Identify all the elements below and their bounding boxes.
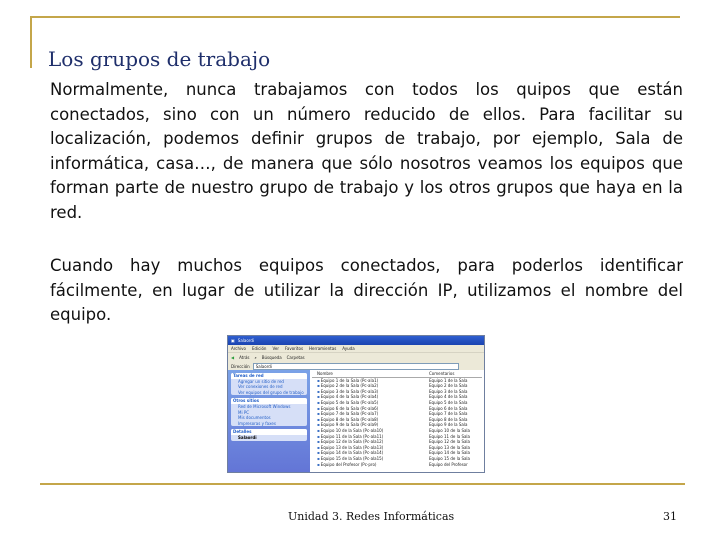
menu-item[interactable]: Favoritos bbox=[284, 345, 304, 351]
menu-item[interactable]: Ayuda bbox=[342, 345, 355, 351]
panel-link[interactable]: Agregar un sitio de red bbox=[238, 378, 284, 384]
computer-comment: Equipo 10 de la Sala bbox=[429, 427, 470, 433]
computer-list bbox=[310, 370, 484, 473]
address-field[interactable]: Salaordi bbox=[253, 363, 459, 371]
panel-link[interactable]: Mis documentos bbox=[238, 415, 271, 421]
computer-name: ▪ Equipo 8 de la Sala (Pc-ala8) bbox=[312, 417, 429, 423]
computer-name: ▪ Equipo 6 de la Sala (Pc-ala6) bbox=[312, 406, 429, 412]
computer-name: ▪ Equipo 11 de la Sala (Pc-ala11) bbox=[312, 434, 429, 440]
panel-link[interactable]: Mi PC bbox=[238, 409, 250, 415]
bottom-rule bbox=[40, 483, 685, 485]
computer-name: ▪ Equipo 2 de la Sala (Pc-ala2) bbox=[312, 383, 429, 389]
panel-link[interactable]: Ver conexiones de red bbox=[238, 384, 283, 390]
slide-title: Los grupos de trabajo bbox=[48, 47, 271, 71]
page-number: 31 bbox=[663, 510, 677, 523]
paragraph-computer-names: Cuando hay muchos equipos conectados, para poderlos identificar fácilmente, en lugar de utilizar la dirección IP, utilizamos el nombre del equipo. bbox=[50, 256, 683, 324]
folders-button[interactable]: Carpetas bbox=[286, 355, 305, 361]
computer-comment: Equipo 15 de la Sala bbox=[429, 455, 470, 461]
footer-text: Unidad 3. Redes Informáticas bbox=[288, 510, 455, 523]
computer-comment: Equipo 8 de la Sala bbox=[429, 416, 468, 422]
search-button[interactable]: Búsqueda bbox=[261, 355, 282, 361]
list-item[interactable] bbox=[312, 462, 482, 468]
computer-comment: Equipo 6 de la Sala bbox=[429, 405, 468, 411]
folder-icon: ▣ bbox=[231, 337, 235, 343]
back-icon[interactable]: ◀ bbox=[231, 355, 235, 361]
computer-comment: Equipo 13 de la Sala bbox=[429, 444, 470, 450]
panel-link[interactable]: Ver equipos del grupo de trabajo bbox=[238, 389, 304, 395]
computer-comment: Equipo 5 de la Sala bbox=[429, 399, 468, 405]
computer-comment: Equipo 12 de la Sala bbox=[429, 439, 470, 445]
computer-name: ▪ Equipo 1 de la Sala (Pc-ala1) bbox=[312, 378, 429, 384]
window-title: Salaordi bbox=[237, 337, 255, 343]
computer-name: ▪ Equipo 10 de la Sala (Pc-ala10) bbox=[312, 428, 429, 434]
panel-link[interactable]: Impresoras y faxes bbox=[238, 420, 276, 426]
panel-network-tasks bbox=[231, 373, 307, 395]
menu-item[interactable]: Archivo bbox=[231, 345, 246, 351]
explorer-screenshot bbox=[227, 335, 485, 473]
address-bar bbox=[228, 363, 484, 370]
computer-name: ▪ Equipo 7 de la Sala (Pc-ala7) bbox=[312, 411, 429, 417]
details-text: Salaordi bbox=[238, 434, 257, 440]
computer-name: ▪ Equipo 12 de la Sala (Pc-ala12) bbox=[312, 439, 429, 445]
computer-name: ▪ Equipo 15 de la Sala (Pc-ala15) bbox=[312, 456, 429, 462]
menu-item[interactable]: Edición bbox=[251, 345, 267, 351]
computer-comment: Equipo 7 de la Sala bbox=[429, 411, 468, 417]
panel-other-places bbox=[231, 398, 307, 426]
window-titlebar bbox=[228, 336, 484, 345]
computer-comment: Equipo del Profesor bbox=[429, 461, 468, 467]
search-icon[interactable]: ⌕ bbox=[254, 355, 257, 361]
computer-name: ▪ Equipo 5 de la Sala (Pc-ala5) bbox=[312, 400, 429, 406]
column-comments[interactable]: Comentarios bbox=[429, 371, 455, 376]
computer-name: ▪ Equipo del Profesor (Pc-pro) bbox=[312, 462, 429, 468]
panel-header[interactable]: Detalles bbox=[231, 429, 307, 435]
menu-bar bbox=[228, 345, 484, 352]
panel-link[interactable]: Red de Microsoft Windows bbox=[238, 403, 291, 409]
left-rule bbox=[30, 16, 32, 68]
computer-name: ▪ Equipo 14 de la Sala (Pc-ala14) bbox=[312, 450, 429, 456]
back-button[interactable]: Atrás bbox=[239, 355, 250, 361]
column-name[interactable]: Nombre bbox=[317, 371, 333, 376]
computer-name: ▪ Equipo 4 de la Sala (Pc-ala4) bbox=[312, 394, 429, 400]
computer-comment: Equipo 14 de la Sala bbox=[429, 450, 470, 456]
computer-comment: Equipo 11 de la Sala bbox=[429, 433, 470, 439]
menu-item[interactable]: Herramientas bbox=[309, 345, 337, 351]
computer-comment: Equipo 3 de la Sala bbox=[429, 388, 468, 394]
list-rows bbox=[312, 378, 482, 468]
computer-name: ▪ Equipo 13 de la Sala (Pc-ala13) bbox=[312, 445, 429, 451]
panel-header[interactable]: Tareas de red bbox=[231, 373, 307, 379]
panel-header[interactable]: Otros sitios bbox=[231, 398, 307, 404]
task-pane bbox=[228, 370, 310, 473]
computer-comment: Equipo 9 de la Sala bbox=[429, 422, 468, 428]
computer-comment: Equipo 1 de la Sala bbox=[429, 377, 468, 383]
list-header bbox=[312, 371, 482, 378]
address-label: Dirección bbox=[231, 363, 250, 369]
toolbar bbox=[228, 352, 484, 363]
computer-name: ▪ Equipo 9 de la Sala (Pc-ala9) bbox=[312, 422, 429, 428]
menu-item[interactable]: Ver bbox=[272, 345, 279, 351]
paragraph-workgroups: Normalmente, nunca trabajamos con todos los quipos que están conectados, sino con un número reducido de ellos. Para facilitar su localización, podemos definir grupos de trabajo, por ejemplo, Sala de informática, casa…, de manera que sólo nosotros veamos los equipos que forman parte de nuestro grupo de trabajo y los otros grupos que haya en la red. bbox=[50, 80, 683, 222]
panel-details bbox=[231, 429, 307, 440]
computer-comment: Equipo 2 de la Sala bbox=[429, 383, 468, 389]
computer-comment: Equipo 4 de la Sala bbox=[429, 394, 468, 400]
top-rule bbox=[30, 16, 680, 18]
computer-name: ▪ Equipo 3 de la Sala (Pc-ala3) bbox=[312, 389, 429, 395]
